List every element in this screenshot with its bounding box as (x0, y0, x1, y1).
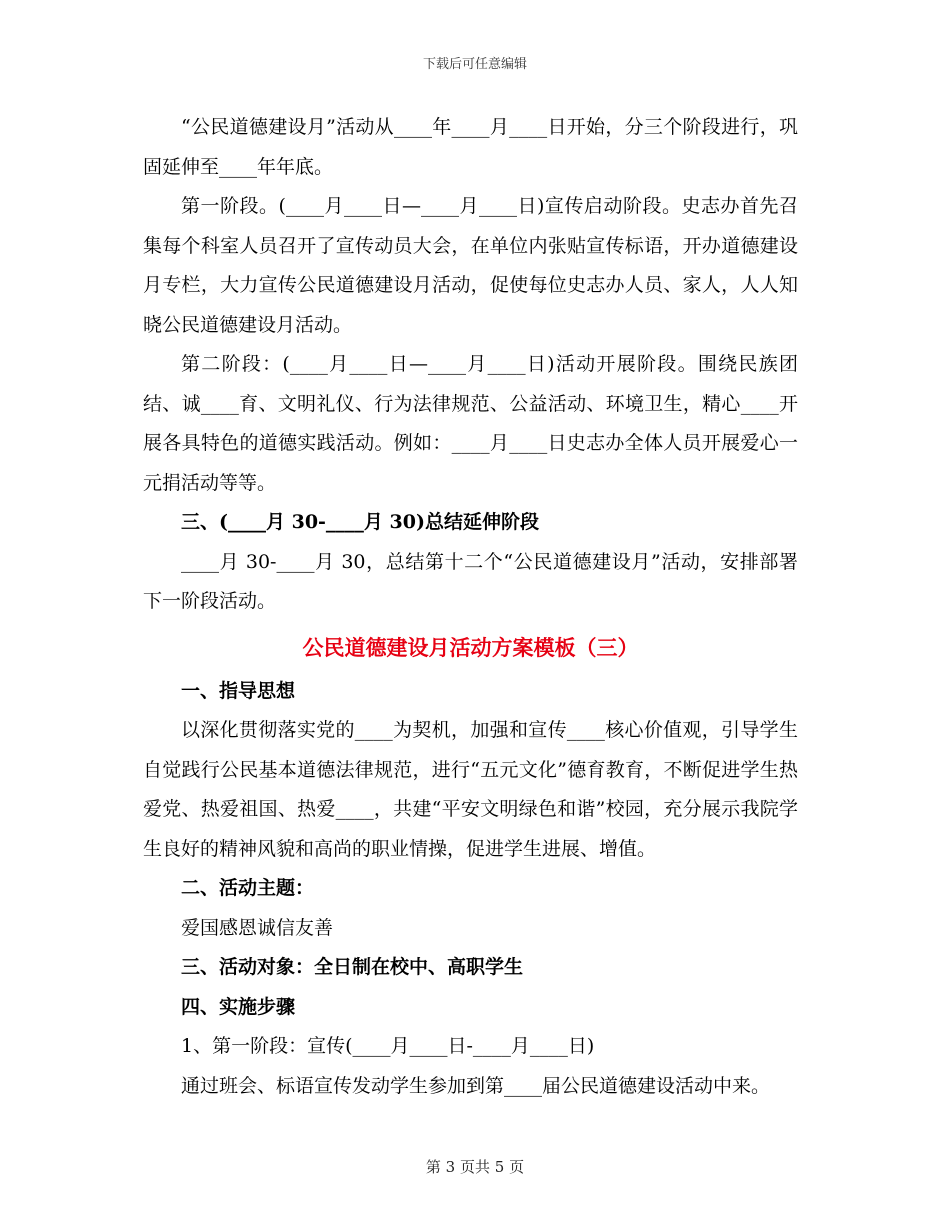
heading-activity-target: 三、活动对象：全日制在校中、高职学生 (181, 956, 524, 978)
paragraph-step-one: 1、第一阶段：宣传(____月____日-____月____日) (181, 1035, 595, 1057)
paragraph-activity-theme: 爱国感恩诚信友善 (181, 916, 334, 939)
paragraph-stage-one: 第一阶段。(____月____日—____月____日)宣传启动阶段。史志办首先召集每个科室人员召开了宣传动员大会，在单位内张贴宣传标语，开办道德建设月专栏，大力宣传公民道德建设月活动，促使每位史志办人员、家人，人人知晓公民道德建设月活动。 (143, 195, 798, 336)
heading-guiding-ideology: 一、指导思想 (181, 679, 296, 702)
paragraph-activity-schedule: “公民道德建设月”活动从____年____月____日开始，分三个阶段进行，巩固延伸至____年年底。 (143, 116, 798, 178)
paragraph-guiding-ideology: 以深化贯彻落实党的____为契机，加强和宣传____核心价值观，引导学生自觉践行公民基本道德法律规范，进行“五元文化”德育教育，不断促进学生热爱党、热爱祖国、热爱____，共建“平安文明绿色和谐”校园，充分展示我院学生良好的精神风貌和高尚的职业情操，促进学生进展、增值。 (143, 719, 798, 860)
section-title: 公民道德建设月活动方案模板（三） (302, 634, 639, 660)
paragraph-stage-two: 第二阶段：(____月____日—____月____日)活动开展阶段。围绕民族团结、诚____育、文明礼仪、行为法律规范、公益活动、环境卫生，精心____开展各具特色的道德实践活动。例如：____月____日史志办全体人员开展爱心一元捐活动等等。 (143, 353, 798, 494)
heading-stage-three: 三、(____月 30-____月 30)总结延伸阶段 (181, 511, 539, 533)
paragraph-stage-three: ____月 30-____月 30，总结第十二个“公民道德建设月”活动，安排部署下一阶段活动。 (143, 550, 798, 612)
heading-activity-theme: 二、活动主题： (181, 877, 315, 899)
paragraph-step-one-detail: 通过班会、标语宣传发动学生参加到第____届公民道德建设活动中来。 (181, 1074, 771, 1097)
page-footer: 第 3 页共 5 页 (425, 1158, 525, 1176)
document-body (143, 108, 798, 1106)
heading-implementation-steps: 四、实施步骤 (181, 995, 296, 1018)
page-header: 下载后可任意编辑 (422, 57, 527, 72)
